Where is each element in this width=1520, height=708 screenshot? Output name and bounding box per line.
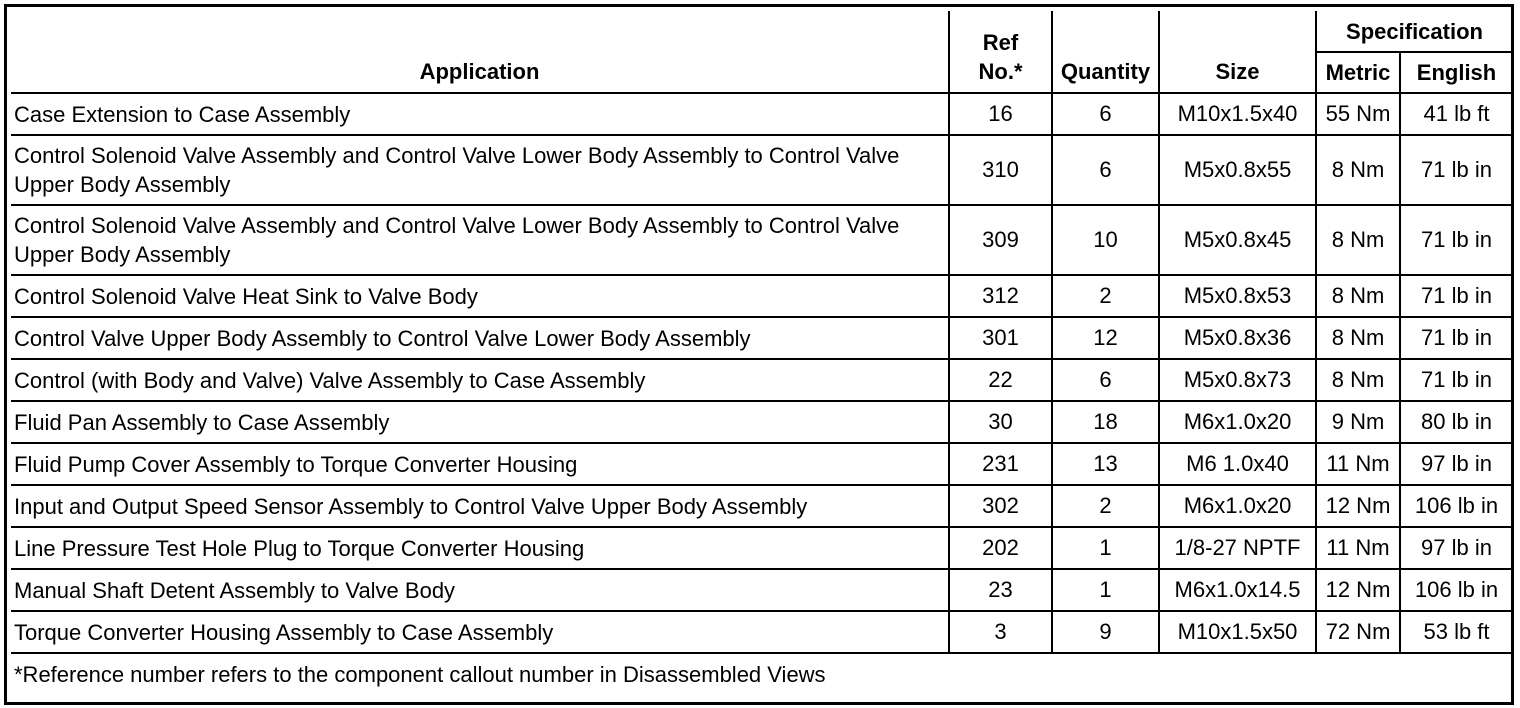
cell-ref: 310 <box>949 135 1052 205</box>
header-metric: Metric <box>1316 52 1400 93</box>
cell-ref: 23 <box>949 569 1052 611</box>
cell-application: Control Solenoid Valve Heat Sink to Valve Body <box>11 275 949 317</box>
cell-size: M6x1.0x20 <box>1159 401 1316 443</box>
cell-ref: 16 <box>949 93 1052 135</box>
cell-size: M6x1.0x20 <box>1159 485 1316 527</box>
cell-size: M6 1.0x40 <box>1159 443 1316 485</box>
cell-ref: 22 <box>949 359 1052 401</box>
cell-ref: 231 <box>949 443 1052 485</box>
header-row <box>11 11 1512 52</box>
cell-application: Control Solenoid Valve Assembly and Control Valve Lower Body Assembly to Control Valve Upper Body Assembly <box>11 135 949 205</box>
cell-quantity: 18 <box>1052 401 1159 443</box>
cell-size: M5x0.8x36 <box>1159 317 1316 359</box>
table-row <box>11 485 1512 527</box>
cell-quantity: 13 <box>1052 443 1159 485</box>
cell-english: 71 lb in <box>1400 275 1512 317</box>
cell-metric: 12 Nm <box>1316 569 1400 611</box>
footnote-row <box>11 653 1512 696</box>
cell-quantity: 1 <box>1052 569 1159 611</box>
cell-application: Fluid Pan Assembly to Case Assembly <box>11 401 949 443</box>
cell-ref: 309 <box>949 205 1052 275</box>
cell-metric: 8 Nm <box>1316 359 1400 401</box>
cell-english: 106 lb in <box>1400 569 1512 611</box>
cell-quantity: 9 <box>1052 611 1159 653</box>
cell-english: 71 lb in <box>1400 135 1512 205</box>
cell-application: Line Pressure Test Hole Plug to Torque Converter Housing <box>11 527 949 569</box>
cell-ref: 312 <box>949 275 1052 317</box>
cell-size: M6x1.0x14.5 <box>1159 569 1316 611</box>
cell-metric: 8 Nm <box>1316 275 1400 317</box>
cell-metric: 9 Nm <box>1316 401 1400 443</box>
cell-metric: 11 Nm <box>1316 527 1400 569</box>
cell-metric: 8 Nm <box>1316 135 1400 205</box>
header-size: Size <box>1159 11 1316 93</box>
cell-application: Torque Converter Housing Assembly to Case Assembly <box>11 611 949 653</box>
cell-application: Control (with Body and Valve) Valve Assembly to Case Assembly <box>11 359 949 401</box>
table-row <box>11 359 1512 401</box>
cell-ref: 3 <box>949 611 1052 653</box>
cell-application: Control Solenoid Valve Assembly and Control Valve Lower Body Assembly to Control Valve Upper Body Assembly <box>11 205 949 275</box>
cell-english: 97 lb in <box>1400 443 1512 485</box>
cell-quantity: 10 <box>1052 205 1159 275</box>
cell-metric: 8 Nm <box>1316 317 1400 359</box>
cell-size: M5x0.8x55 <box>1159 135 1316 205</box>
cell-english: 71 lb in <box>1400 317 1512 359</box>
table-row <box>11 317 1512 359</box>
table-row <box>11 275 1512 317</box>
cell-metric: 55 Nm <box>1316 93 1400 135</box>
cell-english: 41 lb ft <box>1400 93 1512 135</box>
table-frame <box>4 4 1514 705</box>
header-application: Application <box>11 11 949 93</box>
header-english: English <box>1400 52 1512 93</box>
cell-ref: 202 <box>949 527 1052 569</box>
footnote: *Reference number refers to the component callout number in Disassembled Views <box>11 653 1512 696</box>
cell-application: Control Valve Upper Body Assembly to Control Valve Lower Body Assembly <box>11 317 949 359</box>
cell-quantity: 2 <box>1052 275 1159 317</box>
cell-english: 97 lb in <box>1400 527 1512 569</box>
cell-quantity: 1 <box>1052 527 1159 569</box>
cell-size: 1/8-27 NPTF <box>1159 527 1316 569</box>
cell-quantity: 12 <box>1052 317 1159 359</box>
cell-english: 106 lb in <box>1400 485 1512 527</box>
cell-size: M10x1.5x40 <box>1159 93 1316 135</box>
table-row <box>11 611 1512 653</box>
cell-size: M5x0.8x53 <box>1159 275 1316 317</box>
cell-quantity: 6 <box>1052 359 1159 401</box>
table-row <box>11 569 1512 611</box>
cell-ref: 30 <box>949 401 1052 443</box>
cell-application: Manual Shaft Detent Assembly to Valve Body <box>11 569 949 611</box>
cell-english: 80 lb in <box>1400 401 1512 443</box>
header-ref-no: Ref No.* <box>949 11 1052 93</box>
cell-quantity: 6 <box>1052 135 1159 205</box>
cell-metric: 8 Nm <box>1316 205 1400 275</box>
header-specification: Specification <box>1316 11 1512 52</box>
table-row <box>11 93 1512 135</box>
cell-size: M5x0.8x45 <box>1159 205 1316 275</box>
cell-ref: 301 <box>949 317 1052 359</box>
cell-application: Input and Output Speed Sensor Assembly to Control Valve Upper Body Assembly <box>11 485 949 527</box>
cell-metric: 12 Nm <box>1316 485 1400 527</box>
table-row <box>11 527 1512 569</box>
cell-metric: 72 Nm <box>1316 611 1400 653</box>
fastener-spec-table <box>11 11 1512 696</box>
cell-application: Case Extension to Case Assembly <box>11 93 949 135</box>
cell-size: M10x1.5x50 <box>1159 611 1316 653</box>
cell-english: 71 lb in <box>1400 205 1512 275</box>
cell-metric: 11 Nm <box>1316 443 1400 485</box>
cell-quantity: 2 <box>1052 485 1159 527</box>
cell-application: Fluid Pump Cover Assembly to Torque Converter Housing <box>11 443 949 485</box>
cell-size: M5x0.8x73 <box>1159 359 1316 401</box>
table-row <box>11 135 1512 205</box>
header-quantity: Quantity <box>1052 11 1159 93</box>
cell-ref: 302 <box>949 485 1052 527</box>
table-row <box>11 401 1512 443</box>
cell-english: 53 lb ft <box>1400 611 1512 653</box>
cell-quantity: 6 <box>1052 93 1159 135</box>
cell-english: 71 lb in <box>1400 359 1512 401</box>
table-row <box>11 205 1512 275</box>
table-row <box>11 443 1512 485</box>
